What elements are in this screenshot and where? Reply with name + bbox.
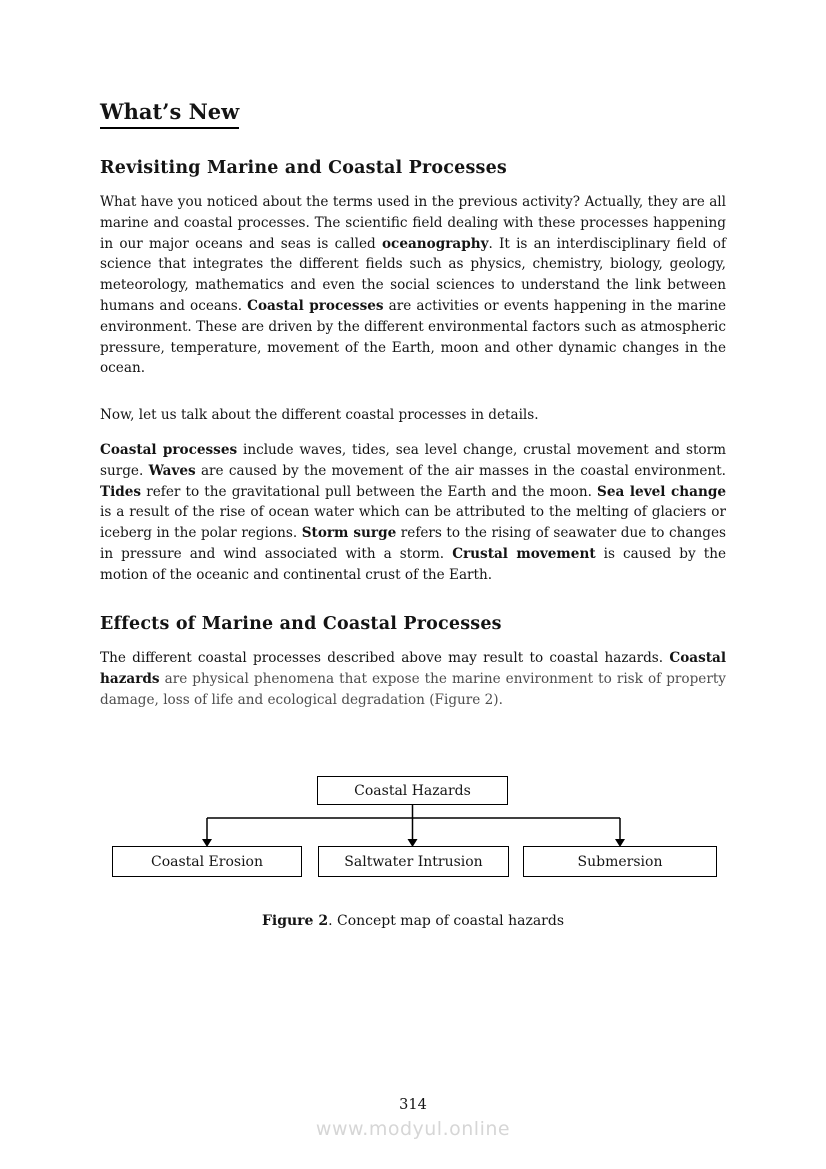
text-run: What have you noticed about the terms used in the previous activity? Actually, they are all marine and coastal processes. The scientific field dealing with these processes happening in our major oceans and seas is called	[100, 194, 726, 252]
text-run: is a result of the rise of ocean water which can be attributed to the melting of glaciers or iceberg in the polar regions.	[100, 504, 726, 542]
text-run: Sea level change	[597, 483, 726, 500]
page-title	[100, 99, 239, 129]
figure-caption-text: . Concept map of coastal hazards	[328, 913, 565, 929]
diagram-node-submersion: Submersion	[523, 846, 717, 877]
text-run: Coastal processes	[247, 297, 384, 314]
text-run: are physical phenomena that expose the marine environment to risk of property damage, loss of life and ecological degradation (Figure 2).	[100, 670, 726, 708]
paragraph-coastal-hazards	[100, 648, 726, 710]
text-run: Coastal processes	[100, 442, 238, 458]
text-run: . It is an interdisciplinary field of science that integrates the different fields such as physics, chemistry, biology, geology, meteorology, mathematics and even the social sciences to understand the link between humans and oceans.	[100, 235, 727, 314]
section-heading-effects: Effects of Marine and Coastal Processes	[100, 614, 502, 634]
text-run: The different coastal processes described above may result to coastal hazards.	[100, 650, 670, 666]
text-run: Waves	[148, 462, 196, 479]
diagram-node-coastal-erosion: Coastal Erosion	[112, 846, 302, 877]
text-run: include waves, tides, sea level change, crustal movement and storm surge.	[100, 442, 726, 479]
text-run: Tides	[100, 483, 142, 500]
text-run: refers to the rising of seawater due to changes in pressure and wind associated with a storm.	[100, 525, 726, 562]
figure-caption-label: Figure 2	[261, 913, 329, 929]
text-run: oceanography	[381, 235, 489, 252]
text-run: Storm surge	[301, 525, 397, 542]
diagram-node-coastal-hazards: Coastal Hazards	[317, 776, 508, 805]
figure-caption	[0, 911, 826, 931]
page-title-text: What’s New	[100, 99, 239, 129]
connector-path	[207, 805, 620, 840]
text-run: is caused by the motion of the oceanic and continental crust of the Earth.	[100, 545, 727, 583]
paragraph-coastal-processes	[100, 440, 726, 586]
page-number: 314	[399, 1097, 427, 1113]
text-run: refer to the gravitational pull between the Earth and the moon.	[141, 483, 598, 500]
text-run: are activities or events happening in the marine environment. These are driven by the different environmental factors such as atmospheric pressure, temperature, movement of the Earth, moon and other dynamic changes in the ocean.	[100, 297, 727, 377]
paragraph-transition	[100, 405, 726, 426]
figure-concept-map	[0, 770, 826, 882]
text-run: Coastal hazards	[100, 650, 726, 687]
text-run: Now, let us talk about the different coastal processes in details.	[100, 407, 539, 423]
watermark-text: www.modyul.online	[315, 1118, 511, 1140]
paragraph-oceanography-intro	[100, 192, 726, 379]
text-run: Crustal movement	[452, 545, 596, 562]
section-heading-revisiting: Revisiting Marine and Coastal Processes	[100, 158, 507, 178]
diagram-node-saltwater-intrusion: Saltwater Intrusion	[318, 846, 509, 877]
text-run: are caused by the movement of the air masses in the coastal environment.	[195, 462, 726, 479]
